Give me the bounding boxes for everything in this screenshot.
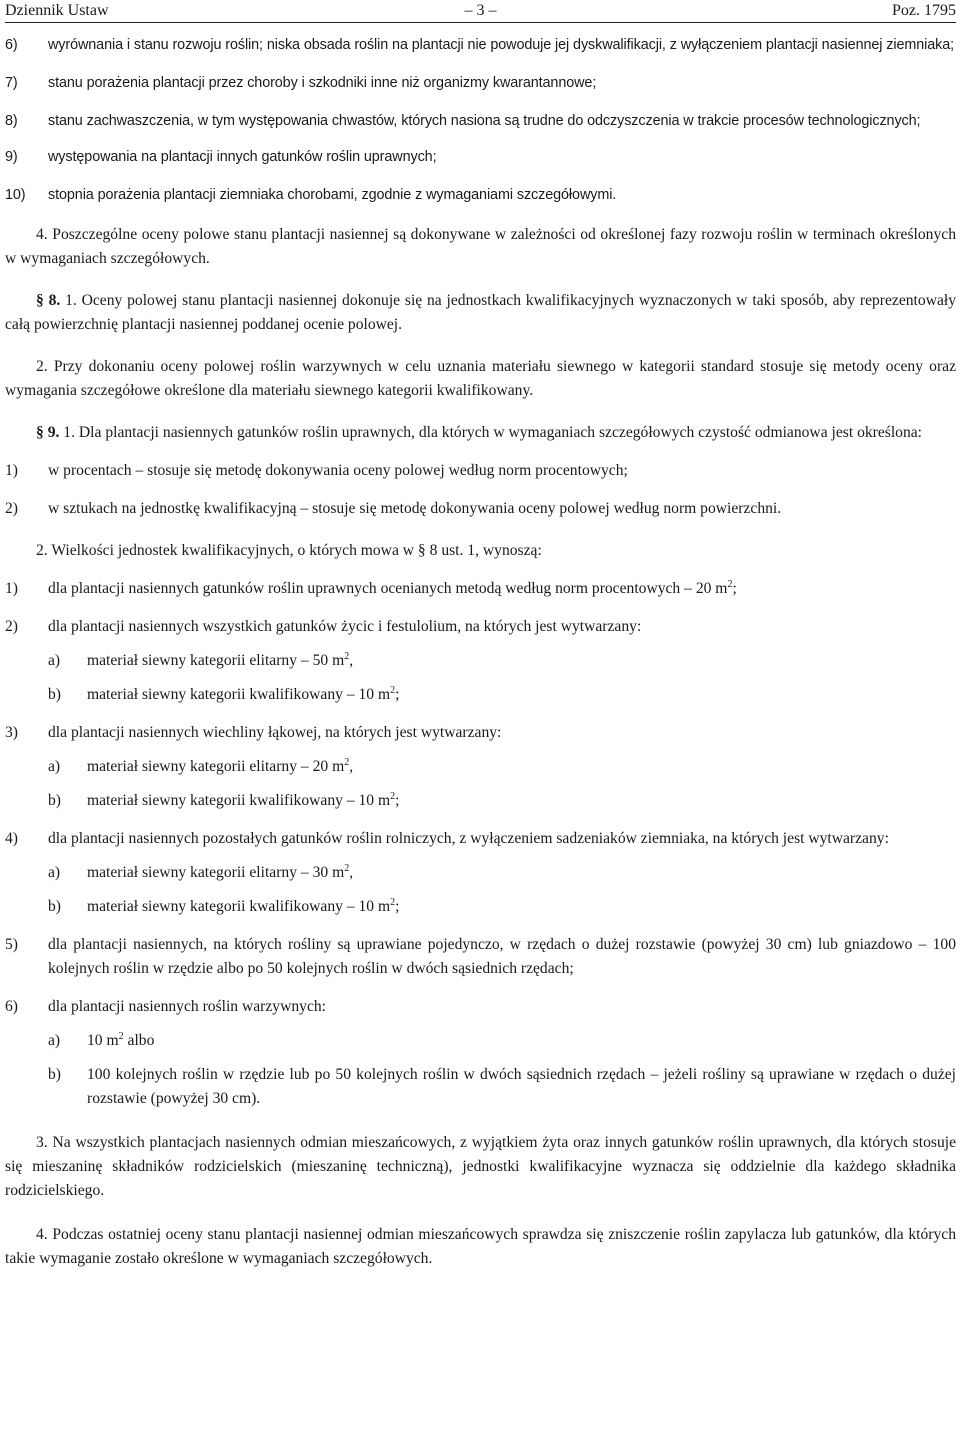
paragraph-text: Podczas ostatniej oceny stanu plantacji nasiennej odmian mieszańcowych sprawdza się zniszczenie roślin zapylacza lub gatunków, dla których takie wymaganie zostało określone w wymaganiach szczegółowych. xyxy=(5,1226,956,1267)
item-tail: ; xyxy=(732,580,737,597)
superscript: 2 xyxy=(390,685,396,696)
list-item xyxy=(5,145,956,169)
item-text: występowania na plantacji innych gatunków roślin uprawnych; xyxy=(48,149,437,165)
position-number: Poz. 1795 xyxy=(892,2,956,19)
item-text: 10 m xyxy=(87,1032,119,1049)
superscript: 2 xyxy=(344,863,350,874)
list-item xyxy=(5,33,956,57)
sub-item xyxy=(5,683,956,707)
paragraph-text: Wielkości jednostek kwalifikacyjnych, o których mowa w § 8 ust. 1, wynoszą: xyxy=(51,542,542,559)
item-text: w procentach – stosuje się metodę dokonywania oceny polowej według norm procentowych; xyxy=(48,462,628,479)
list-item xyxy=(5,71,956,95)
item-text: 100 kolejnych roślin w rzędzie lub po 50 kolejnych roślin w dwóch sąsiednich rzędach – jeżeli rośliny są uprawiane w rzędach o dużej rozstawie (powyżej 30 cm). xyxy=(87,1066,956,1107)
item-text: wyrównania i stanu rozwoju roślin; niska obsada roślin na plantacji nie powoduje jej dyskwalifikacji, z wyłączeniem plantacji nasiennej ziemniaka; xyxy=(48,37,955,53)
list-item xyxy=(5,577,956,601)
paragraph-number: 2. xyxy=(36,542,48,559)
paragraph-text: Oceny polowej stanu plantacji nasiennej dokonuje się na jednostkach kwalifikacyjnych wyznaczonych w taki sposób, aby reprezentowały całą powierzchnię plantacji nasiennej poddanej ocenie polowej. xyxy=(5,292,957,333)
item-number: 6) xyxy=(5,998,18,1015)
superscript: 2 xyxy=(118,1031,124,1042)
list-item xyxy=(5,183,956,207)
item-text: dla plantacji nasiennych, na których rośliny są uprawiane pojedynczo, w rzędach o dużej rozstawie (powyżej 30 cm) lub gniazdowo – 100 kolejnych roślin w rzędzie albo po 50 kolejnych roślin w dwóch sąsiednich rzędach; xyxy=(48,936,956,977)
section-label: § 9. xyxy=(36,424,60,441)
section-8-paragraph-1 xyxy=(5,289,956,337)
item-text: dla plantacji nasiennych wszystkich gatunków życic i festulolium, na których jest wytwarzany: xyxy=(48,618,642,635)
list-item xyxy=(5,615,956,639)
item-text: stopnia porażenia plantacji ziemniaka chorobami, zgodnie z wymaganiami szczegółowymi. xyxy=(48,187,617,203)
item-text: dla plantacji nasiennych roślin warzywnych: xyxy=(48,998,326,1015)
sub-item-letter: b) xyxy=(48,898,61,915)
item-text: materiał siewny kategorii elitarny – 20 m xyxy=(87,758,345,775)
paragraph-number: 3. xyxy=(36,1134,48,1151)
item-text: materiał siewny kategorii elitarny – 30 m xyxy=(87,864,345,881)
section-label: § 8. xyxy=(36,292,61,309)
page-number: – 3 – xyxy=(464,2,497,19)
item-tail: , xyxy=(349,864,354,881)
item-number: 1) xyxy=(5,580,18,597)
item-number: 2) xyxy=(5,618,18,635)
item-number: 7) xyxy=(5,75,18,91)
sub-item-letter: b) xyxy=(48,1066,61,1083)
item-tail: ; xyxy=(395,898,400,915)
list-item xyxy=(5,721,956,745)
item-tail: ; xyxy=(395,792,400,809)
sub-item xyxy=(5,1029,956,1053)
list-item xyxy=(5,933,956,981)
list-item xyxy=(5,497,956,521)
paragraph-text: Poszczególne oceny polowe stanu plantacji nasiennej są dokonywane w zależności od określonej fazy rozwoju roślin w terminach określonych w wymaganiach szczegółowych. xyxy=(5,226,956,267)
page-header xyxy=(5,0,956,23)
item-tail: albo xyxy=(123,1032,155,1049)
sub-item xyxy=(5,649,956,673)
superscript: 2 xyxy=(727,579,733,590)
section-9-paragraph-3 xyxy=(5,1131,956,1203)
paragraph-number: 1. xyxy=(65,292,77,309)
item-number: 2) xyxy=(5,500,18,517)
list-item xyxy=(5,109,956,133)
superscript: 2 xyxy=(390,897,396,908)
item-number: 8) xyxy=(5,113,18,129)
section-9-paragraph-4 xyxy=(5,1223,956,1271)
item-text: stanu porażenia plantacji przez choroby i szkodniki inne niż organizmy kwarantannowe; xyxy=(48,75,597,91)
section-9-paragraph-1 xyxy=(5,421,956,445)
item-text: materiał siewny kategorii kwalifikowany – 10 m xyxy=(87,898,391,915)
item-text: stanu zachwaszczenia, w tym występowania chwastów, których nasiona są trudne do odczyszczenia w trakcie procesów technologicznych; xyxy=(48,113,921,129)
item-tail: , xyxy=(349,758,354,775)
sub-item xyxy=(5,895,956,919)
sub-item-letter: a) xyxy=(48,652,61,669)
sub-item-letter: b) xyxy=(48,686,61,703)
item-number: 3) xyxy=(5,724,18,741)
sub-item-letter: a) xyxy=(48,864,61,881)
paragraph-number: 4. xyxy=(36,226,48,243)
paragraph-text: Przy dokonaniu oceny polowej roślin warzywnych w celu uznania materiału siewnego w kategorii standard stosuje się metody oceny oraz wymagania szczegółowe określone dla materiału siewnego kategorii kwalifikowany. xyxy=(5,358,957,399)
sub-item-letter: a) xyxy=(48,758,61,775)
sub-item xyxy=(5,861,956,885)
item-tail: ; xyxy=(395,686,400,703)
sub-item-letter: b) xyxy=(48,792,61,809)
paragraph-4 xyxy=(5,223,956,271)
item-text: dla plantacji nasiennych gatunków roślin uprawnych ocenianych metodą według norm procentowych – 20 m xyxy=(48,580,728,597)
item-tail: , xyxy=(349,652,354,669)
sub-item xyxy=(5,1063,956,1111)
list-item xyxy=(5,827,956,851)
item-number: 6) xyxy=(5,37,18,53)
sub-item xyxy=(5,789,956,813)
sub-item xyxy=(5,755,956,779)
item-text: materiał siewny kategorii kwalifikowany – 10 m xyxy=(87,686,391,703)
item-number: 10) xyxy=(5,187,26,203)
item-text: dla plantacji nasiennych pozostałych gatunków roślin rolniczych, z wyłączeniem sadzeniaków ziemniaka, na których jest wytwarzany: xyxy=(48,830,889,847)
section-9-paragraph-2 xyxy=(5,539,956,563)
item-text: w sztukach na jednostkę kwalifikacyjną – stosuje się metodę dokonywania oceny polowej według norm powierzchni. xyxy=(48,500,782,517)
paragraph-text: Na wszystkich plantacjach nasiennych odmian mieszańcowych, z wyjątkiem żyta oraz innych gatunków roślin uprawnych, dla których stosuje się mieszaninę składników rodzicielskich (mieszaninę techniczną), jednostki kwalifikacyjne wyznacza się oddzielnie dla każdego składnika rodzicielskiego. xyxy=(5,1134,956,1199)
item-number: 1) xyxy=(5,462,18,479)
journal-title: Dziennik Ustaw xyxy=(5,2,109,19)
item-number: 9) xyxy=(5,149,18,165)
paragraph-number: 4. xyxy=(36,1226,48,1243)
paragraph-number: 1. xyxy=(63,424,75,441)
superscript: 2 xyxy=(390,791,396,802)
top-item-list xyxy=(5,33,956,207)
paragraph-number: 2. xyxy=(36,358,48,375)
section-8-paragraph-2 xyxy=(5,355,956,403)
list-item xyxy=(5,995,956,1019)
item-number: 5) xyxy=(5,936,18,953)
paragraph-text: Dla plantacji nasiennych gatunków roślin uprawnych, dla których w wymaganiach szczegółowych czystość odmianowa jest określona: xyxy=(78,424,923,441)
item-text: materiał siewny kategorii kwalifikowany – 10 m xyxy=(87,792,391,809)
superscript: 2 xyxy=(344,757,350,768)
superscript: 2 xyxy=(344,651,350,662)
item-number: 4) xyxy=(5,830,18,847)
item-text: materiał siewny kategorii elitarny – 50 m xyxy=(87,652,345,669)
list-item xyxy=(5,459,956,483)
item-text: dla plantacji nasiennych wiechliny łąkowej, na których jest wytwarzany: xyxy=(48,724,502,741)
sub-item-letter: a) xyxy=(48,1032,61,1049)
